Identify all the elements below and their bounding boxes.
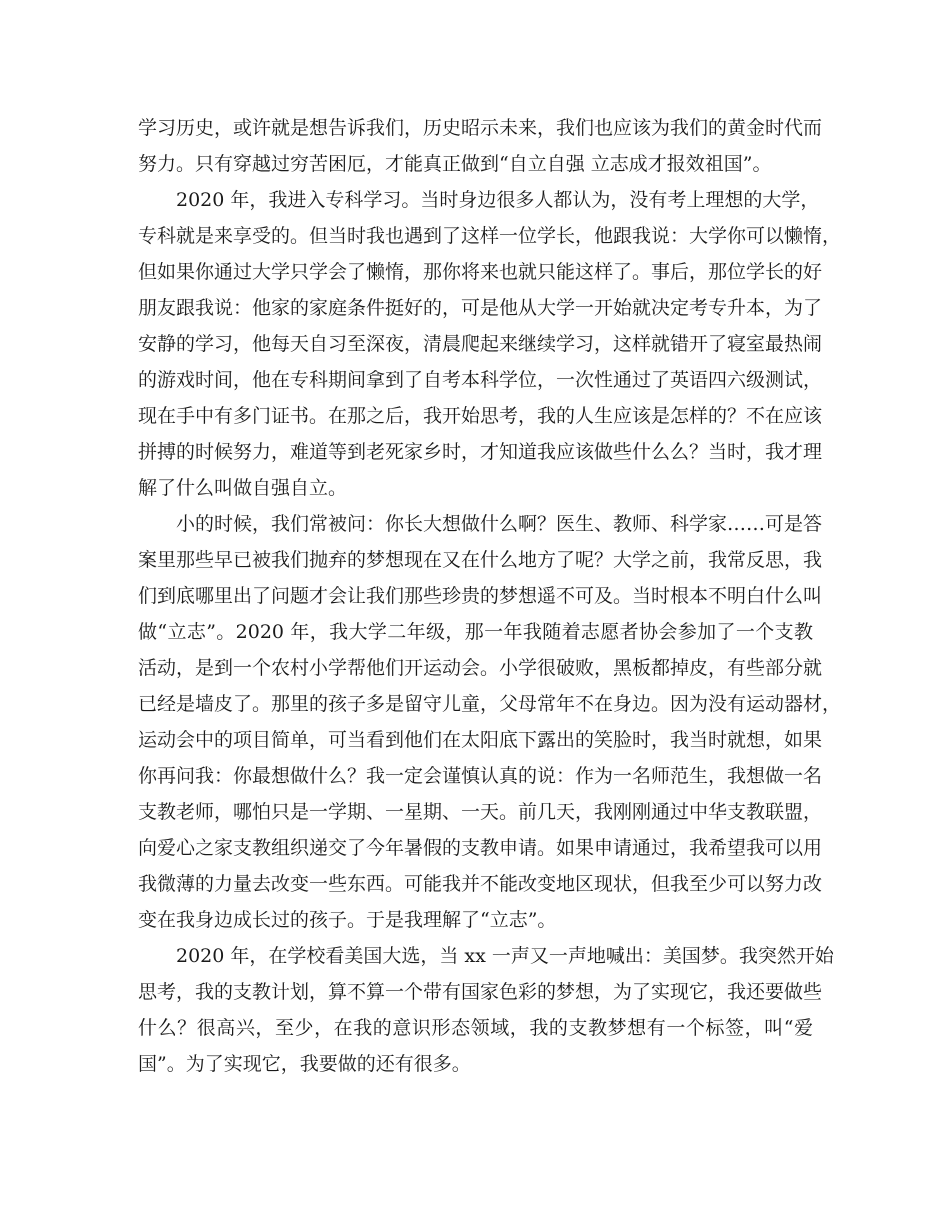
- text-line: 向爱心之家支教组织递交了今年暑假的支教申请。如果申请通过，我希望我可以用: [138, 837, 823, 859]
- text-line: 已经是墙皮了。那里的孩子多是留守儿童，父母常年不在身边。因为没有运动器材，: [138, 693, 842, 715]
- text-line: 思考，我的支教计划，算不算一个带有国家色彩的梦想，为了实现它，我还要做些: [138, 981, 823, 1003]
- text-line: 朋友跟我说：他家的家庭条件挺好的，可是他从大学一开始就决定考专升本，为了: [138, 297, 823, 319]
- text-line: 运动会中的项目简单，可当看到他们在太阳底下露出的笑脸时，我当时就想，如果: [138, 729, 823, 751]
- text-line: 支教老师，哪怕只是一学期、一星期、一天。前几天，我刚刚通过中华支教联盟，: [138, 801, 823, 823]
- text-line: 2020 年，在学校看美国大选，当 xx 一声又一声地喊出：美国梦。我突然开始: [176, 945, 834, 967]
- text-line: 国”。为了实现它，我要做的还有很多。: [138, 1053, 471, 1075]
- text-line: 小的时候，我们常被问：你长大想做什么啊？医生、教师、科学家……可是答: [176, 513, 823, 535]
- text-line: 现在手中有多门证书。在那之后，我开始思考，我的人生应该是怎样的？不在应该: [138, 405, 823, 427]
- text-line: 变在我身边成长过的孩子。于是我理解了“立志”。: [138, 909, 557, 931]
- text-line: 案里那些早已被我们抛弃的梦想现在又在什么地方了呢？大学之前，我常反思，我: [138, 549, 823, 571]
- text-line: 拼搏的时候努力，难道等到老死家乡时，才知道我应该做些什么么？当时，我才理: [138, 441, 823, 463]
- text-line: 学习历史，或许就是想告诉我们，历史昭示未来，我们也应该为我们的黄金时代而: [138, 117, 823, 139]
- text-line: 我微薄的力量去改变一些东西。可能我并不能改变地区现状，但我至少可以努力改: [138, 873, 823, 895]
- text-line: 你再问我：你最想做什么？我一定会谨慎认真的说：作为一名师范生，我想做一名: [138, 765, 823, 787]
- text-line: 解了什么叫做自强自立。: [138, 477, 348, 499]
- text-line: 做“立志”。2020 年，我大学二年级，那一年我随着志愿者协会参加了一个支教: [138, 621, 813, 643]
- text-line: 什么？很高兴，至少，在我的意识形态领域，我的支教梦想有一个标签，叫“爱: [138, 1017, 813, 1039]
- text-line: 2020 年，我进入专科学习。当时身边很多人都认为，没有考上理想的大学，: [176, 189, 820, 211]
- text-line: 安静的学习，他每天自习至深夜，清晨爬起来继续学习，这样就错开了寝室最热闹: [138, 333, 823, 355]
- text-line: 的游戏时间，他在专科期间拿到了自考本科学位，一次性通过了英语四六级测试，: [138, 369, 823, 391]
- text-line: 努力。只有穿越过穷苦困厄，才能真正做到“自立自强 立志成才报效祖国”。: [138, 153, 772, 175]
- text-line: 活动，是到一个农村小学帮他们开运动会。小学很破败，黑板都掉皮，有些部分就: [138, 657, 823, 679]
- text-line: 但如果你通过大学只学会了懒惰，那你将来也就只能这样了。事后，那位学长的好: [138, 261, 823, 283]
- text-line: 专科就是来享受的。但当时我也遇到了这样一位学长，他跟我说：大学你可以懒惰，: [138, 225, 842, 247]
- text-line: 们到底哪里出了问题才会让我们那些珍贵的梦想遥不可及。当时根本不明白什么叫: [138, 585, 823, 607]
